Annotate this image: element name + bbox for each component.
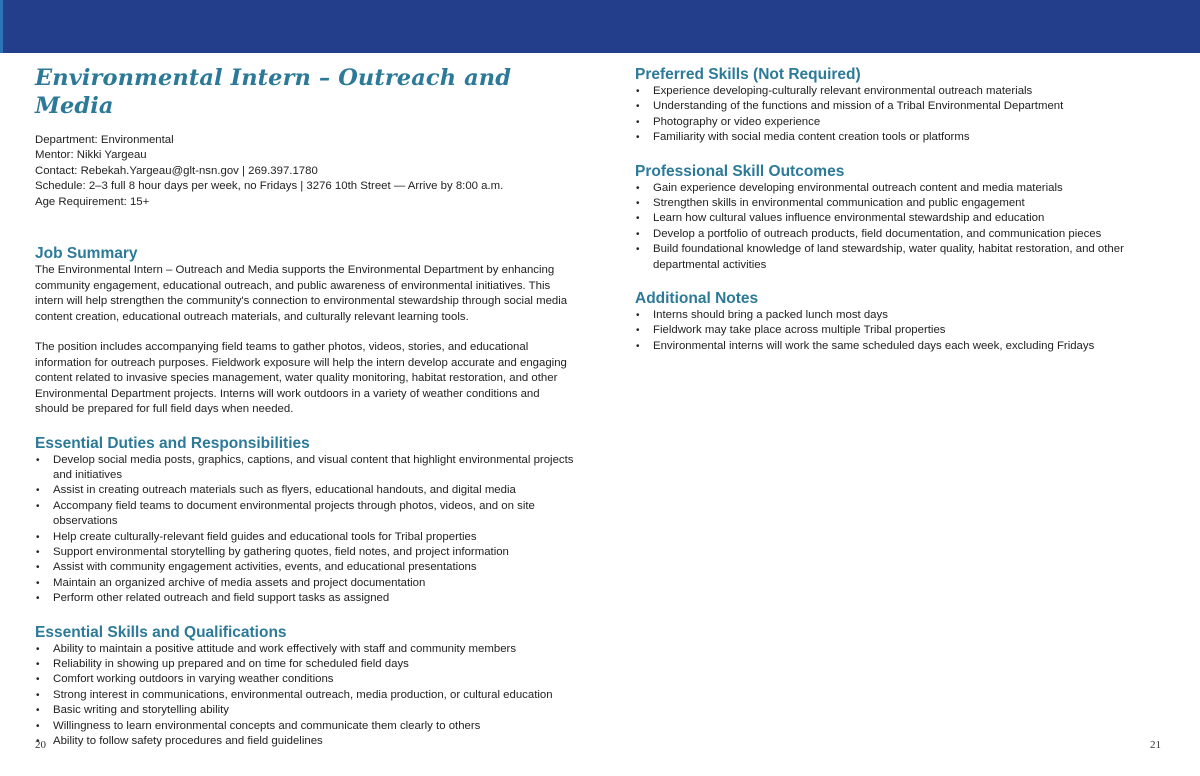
- outcomes-heading: Professional Skill Outcomes: [635, 162, 845, 180]
- schedule-line: Schedule: 2–3 full 8 hour days per week, no Fridays | 3276 10th Street — Arrive by 8:00 a.m.: [35, 180, 504, 193]
- list-item: • Strengthen skills in environmental communication and public engagement: [635, 196, 1155, 211]
- list-item: • Ability to follow safety procedures and field guidelines: [35, 734, 575, 749]
- list-item: • Strong interest in communications, environmental outreach, media production, or cultural education: [35, 688, 575, 703]
- list-item: • Photography or video experience: [635, 115, 1155, 130]
- right-column: [635, 66, 1155, 354]
- preferred-skills-list: [635, 84, 1155, 146]
- preferred-skills-heading: Preferred Skills (Not Required): [635, 66, 861, 83]
- list-item: • Develop social media posts, graphics, captions, and visual content that highlight environmental projects and initiatives: [35, 453, 575, 484]
- list-item: • Learn how cultural values influence environmental stewardship and education: [635, 211, 1155, 226]
- header-bar-edge: [0, 0, 3, 53]
- department-line: Department: Environmental: [35, 134, 174, 146]
- skills-list: [35, 642, 575, 750]
- list-item: • Perform other related outreach and field support tasks as assigned: [35, 591, 575, 606]
- outcomes-list: [635, 181, 1155, 273]
- list-item: • Ability to maintain a positive attitude and work effectively with staff and community members: [35, 642, 575, 657]
- list-item: • Willingness to learn environmental concepts and communicate them clearly to others: [35, 719, 575, 734]
- list-item: • Familiarity with social media content creation tools or platforms: [635, 130, 1155, 145]
- contact-line: Contact: Rebekah.Yargeau@glt-nsn.gov | 269.397.1780: [35, 164, 318, 177]
- list-item: • Assist with community engagement activities, events, and educational presentations: [35, 560, 575, 575]
- page-number-right: 21: [1150, 739, 1161, 751]
- list-item: • Assist in creating outreach materials such as flyers, educational handouts, and digital media: [35, 483, 575, 498]
- list-item: • Comfort working outdoors in varying weather conditions: [35, 672, 575, 687]
- list-item: • Understanding of the functions and mission of a Tribal Environmental Department: [635, 99, 1155, 114]
- list-item: • Accompany field teams to document environmental projects through photos, videos, and on site observations: [35, 499, 575, 530]
- additional-notes-list: [635, 308, 1155, 354]
- page-number-left: 20: [35, 739, 46, 751]
- mentor-line: Mentor: Nikki Yargeau: [35, 149, 147, 162]
- page-title: Environmental Intern – Outreach and Media: [35, 65, 512, 119]
- list-item: • Interns should bring a packed lunch most days: [635, 308, 1155, 323]
- additional-notes-heading: Additional Notes: [635, 290, 759, 308]
- header-bar: [0, 0, 1200, 53]
- job-summary-paragraph: The position includes accompanying field teams to gather photos, videos, stories, and educational information for outreach purposes. Fieldwork exposure will help the intern develop accurate and engaging content related to invasive species management, water quality monitoring, habitat restoration, and other Environmental Department projects. Interns will work outdoors in a variety of weather conditions and should be prepared for full field days when needed.: [35, 341, 567, 416]
- skills-heading: Essential Skills and Qualifications: [35, 623, 287, 641]
- list-item: • Build foundational knowledge of land stewardship, water quality, habitat restoration, and other departmental activities: [635, 242, 1155, 273]
- list-item: • Experience developing-culturally relevant environmental outreach materials: [635, 84, 1155, 99]
- age-requirement-line: Age Requirement: 15+: [35, 195, 150, 208]
- job-summary-paragraph: The Environmental Intern – Outreach and Media supports the Environmental Department by enhancing community engagement, educational outreach, and public awareness of environmental initiatives. This intern will help strengthen the community's connection to environmental stewardship through social media content creation, educational outreach materials, and culturally relevant learning tools.: [35, 264, 568, 323]
- duties-list: [35, 453, 575, 607]
- list-item: • Fieldwork may take place across multiple Tribal properties: [635, 323, 1155, 338]
- list-item: • Support environmental storytelling by gathering quotes, field notes, and project information: [35, 545, 575, 560]
- job-summary-heading: Job Summary: [35, 245, 138, 263]
- list-item: • Gain experience developing environmental outreach content and media materials: [635, 181, 1155, 196]
- list-item: • Reliability in showing up prepared and on time for scheduled field days: [35, 657, 575, 672]
- list-item: • Help create culturally-relevant field guides and educational tools for Tribal properties: [35, 530, 575, 545]
- list-item: • Environmental interns will work the same scheduled days each week, excluding Fridays: [635, 339, 1155, 354]
- duties-heading: Essential Duties and Responsibilities: [35, 434, 310, 452]
- list-item: • Develop a portfolio of outreach products, field documentation, and communication pieces: [635, 227, 1155, 242]
- position-details: [35, 133, 575, 210]
- left-column: [35, 64, 575, 749]
- list-item: • Basic writing and storytelling ability: [35, 703, 575, 718]
- list-item: • Maintain an organized archive of media assets and project documentation: [35, 576, 575, 591]
